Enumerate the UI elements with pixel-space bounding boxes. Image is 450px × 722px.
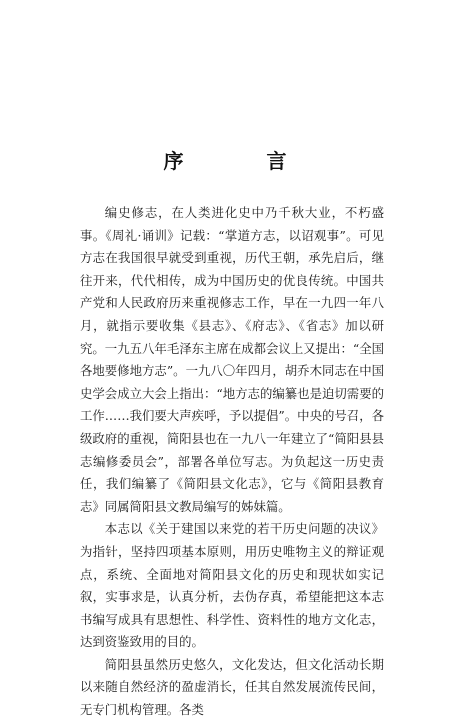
preface-body: [80, 202, 384, 722]
paragraph: 本志以《关于建国以来党的若干历史问题的决议》为指针，坚持四项基本原则，用历史唯物主义的辩证观点，系统、全面地对简阳县文化的历史和现状如实记叙，实事求是，认真分析，去伪存真，希望能把这本志书编写成具有思想性、科学性、资料性的地方文化志，达到资鉴致用的目的。: [80, 521, 384, 650]
paragraph: 编史修志，在人类进化史中乃千秋大业，不朽盛事。《周礼·诵训》记载：“掌道方志，以诏观事”。可见方志在我国很早就受到重视，历代王朝，承先启后，继往开来，代代相传，成为中国历史的优良传统。中国共产党和人民政府历来重视修志工作，早在一九四一年八月，就指示要收集《县志》、《府志》、《省志》加以研究。一九五八年毛泽东主席在成都会议上又提出：“全国各地要修地方志”。一九八〇年四月，胡乔木同志在中国史学会成立大会上指出：“地方志的编纂也是迫切需要的工作……我们要大声疾呼，予以提倡”。中央的号召，各级政府的重视，简阳县也在一九八一年建立了“简阳县县志编修委员会”，部署各单位写志。为负起这一历史责任，我们编纂了《简阳县文化志》，它与《简阳县教育志》同属简阳县文教局编写的姊妹篇。: [80, 205, 384, 514]
page-title: 序 言: [163, 149, 325, 173]
paragraph: 简阳县虽然历史悠久，文化发达，但文化活动长期以来随自然经济的盈虚消长，任其自然发展流传民间，无专门机构管理。各类: [80, 656, 384, 718]
